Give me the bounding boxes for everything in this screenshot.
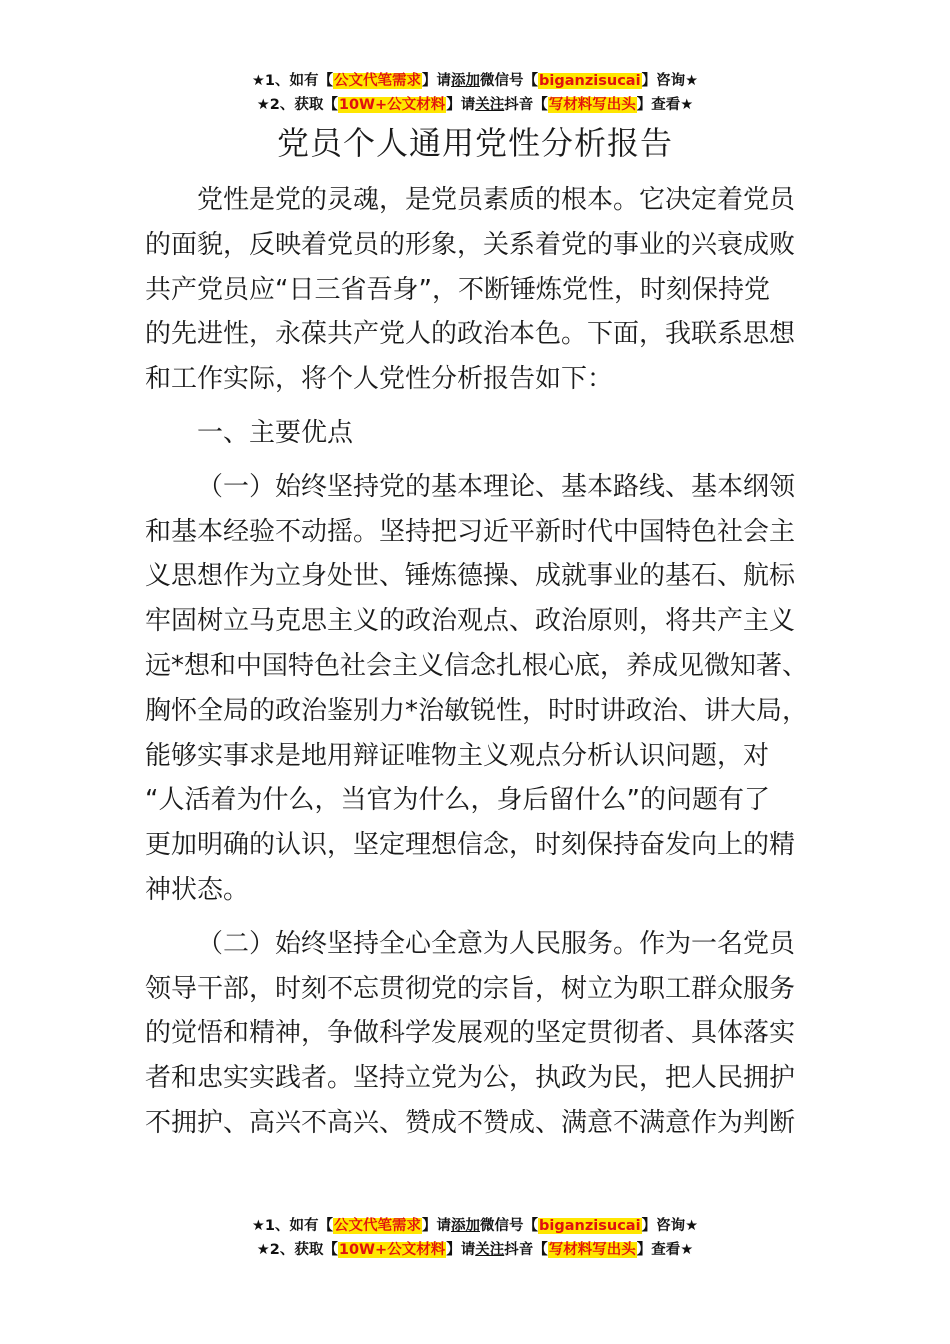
paragraph-line: 党性是党的灵魂，是党员素质的根本。它决定着党员 xyxy=(197,185,796,215)
banner-text: 】查看★ xyxy=(636,97,694,113)
banner-highlight: biganzisucai xyxy=(539,73,641,89)
paragraph-line: 和工作实际，将个人党性分析报告如下： xyxy=(145,364,614,395)
paragraph-line: 者和忠实实践者。坚持立党为公，执政为民，把人民拥护 xyxy=(145,1063,796,1094)
banner-text: ★2、获取【 xyxy=(256,97,338,113)
banner-line-2 xyxy=(0,93,950,117)
paragraph-line: 更加明确的认识，坚定理想信念，时刻保持奋发向上的精 xyxy=(145,830,796,861)
banner-text: 抖音【 xyxy=(504,1242,548,1258)
banner-highlight: 写材料写出头 xyxy=(548,1242,636,1258)
banner-underline: 关注 xyxy=(475,97,505,113)
paragraph-line: “人活着为什么，当官为什么，身后留什么”的问题有了 xyxy=(145,785,770,816)
banner-text: 】咨询★ xyxy=(641,73,699,89)
paragraph-line: （一）始终坚持党的基本理论、基本路线、基本纲领 xyxy=(197,471,796,502)
section-heading: 一、主要优点 xyxy=(197,417,354,448)
paragraph-line: 的面貌，反映着党员的形象，关系着党的事业的兴衰成败 xyxy=(145,229,796,260)
paragraph-line: 神状态。 xyxy=(145,874,250,905)
paragraph-line: 领导干部，时刻不忘贯彻党的宗旨，树立为职工群众服务 xyxy=(145,973,796,1004)
header-banner xyxy=(0,69,950,117)
document-body xyxy=(145,178,810,1146)
paragraph-line: （二）始终坚持全心全意为人民服务。作为一名党员 xyxy=(197,928,796,959)
paragraph-line: 能够实事求是地用辩证唯物主义观点分析认识问题，对 xyxy=(145,740,770,771)
paragraph-line: 胸怀全局的政治鉴别力*治敏锐性，时时讲政治、讲大局， xyxy=(145,695,809,726)
paragraph-line: 共产党员应“日三省吾身”，不断锤炼党性，时刻保持党 xyxy=(145,274,770,305)
banner-underline: 关注 xyxy=(475,1242,505,1258)
paragraph-line: 的先进性，永葆共产党人的政治本色。下面，我联系思想 xyxy=(145,319,796,350)
banner-underline: 添加 xyxy=(451,1218,481,1234)
banner-underline: 添加 xyxy=(451,73,481,89)
banner-line-2 xyxy=(0,1238,950,1262)
banner-highlight: 10W+公文材料 xyxy=(338,97,446,113)
banner-line-1 xyxy=(0,1214,950,1238)
banner-text: 】请 xyxy=(422,1218,452,1234)
document-title: 党员个人通用党性分析报告 xyxy=(276,124,673,162)
banner-text: 微信号【 xyxy=(480,73,539,89)
banner-text: 微信号【 xyxy=(480,1218,539,1234)
banner-text: ★1、如有【 xyxy=(251,1218,334,1234)
banner-highlight: 公文代笔需求 xyxy=(334,1218,422,1234)
banner-text: 】请 xyxy=(446,1242,476,1258)
banner-highlight: 写材料写出头 xyxy=(548,97,636,113)
banner-text: 】请 xyxy=(422,73,452,89)
banner-text: ★1、如有【 xyxy=(251,73,334,89)
paragraph-line: 不拥护、高兴不高兴、赞成不赞成、满意不满意作为判断 xyxy=(145,1107,796,1138)
banner-text: 】请 xyxy=(446,97,476,113)
paragraph-line: 义思想作为立身处世、锤炼德操、成就事业的基石、航标 xyxy=(145,561,796,592)
banner-text: ★2、获取【 xyxy=(256,1242,338,1258)
banner-text: 】咨询★ xyxy=(641,1218,699,1234)
banner-highlight: 10W+公文材料 xyxy=(338,1242,446,1258)
paragraph-line: 和基本经验不动摇。坚持把习近平新时代中国特色社会主 xyxy=(145,516,796,547)
banner-highlight: 公文代笔需求 xyxy=(334,73,422,89)
footer-banner xyxy=(0,1214,950,1262)
paragraph-line: 远*想和中国特色社会主义信念扎根心底，养成见微知著、 xyxy=(145,650,809,681)
banner-line-1 xyxy=(0,69,950,93)
banner-text: 抖音【 xyxy=(504,97,548,113)
banner-text: 】查看★ xyxy=(636,1242,694,1258)
banner-highlight: biganzisucai xyxy=(539,1218,641,1234)
paragraph-line: 的觉悟和精神，争做科学发展观的坚定贯彻者、具体落实 xyxy=(145,1018,796,1049)
paragraph-line: 牢固树立马克思主义的政治观点、政治原则，将共产主义 xyxy=(145,606,796,637)
